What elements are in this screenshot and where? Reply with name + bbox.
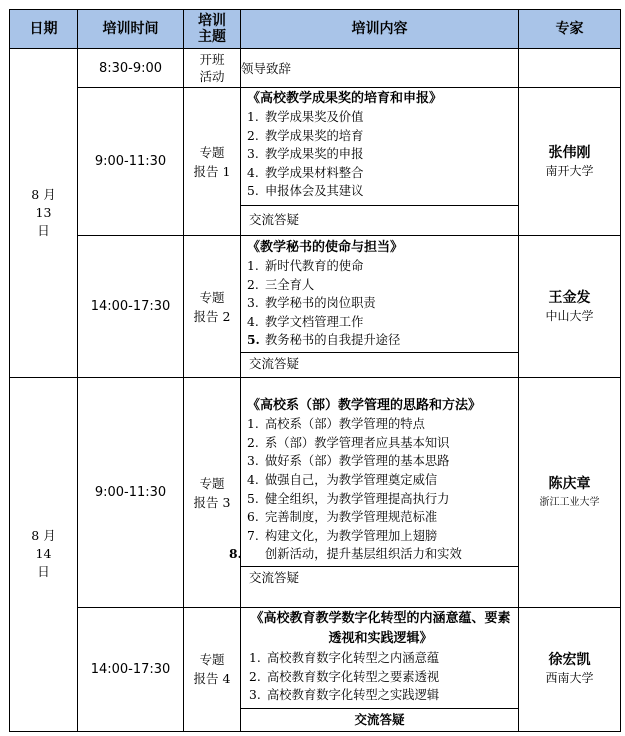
date-label: 8 月 14 日 (31, 528, 56, 580)
date-cell-day1 (10, 49, 78, 378)
list-item: 2. 高校教育数字化转型之要素透视 (249, 669, 440, 684)
session-1-content (241, 89, 518, 234)
session-title: 《教学秘书的使命与担当》 (247, 240, 404, 256)
expert-cell (519, 88, 621, 236)
time-cell: 8:30-9:00 (78, 49, 184, 88)
expert-org: 南开大学 (545, 163, 594, 178)
time-cell: 9:00-11:30 (78, 88, 184, 236)
header-expert: 专家 (519, 10, 621, 49)
topic-cell: 专题 报告 3 (184, 378, 241, 608)
time-cell: 14:00-17:30 (78, 236, 184, 378)
header-topic: 培训 主题 (184, 10, 241, 49)
list-item: 1. 高校教育数字化转型之内涵意蕴 (249, 651, 440, 665)
qa-label: 交流答疑 (241, 352, 518, 375)
expert-cell-empty (519, 49, 621, 88)
time-cell: 14:00-17:30 (78, 608, 184, 732)
expert-name: 张伟刚 (548, 144, 591, 161)
list-item: 3. 教学秘书的岗位职责 (247, 296, 376, 311)
expert-name: 王金发 (548, 289, 591, 306)
session-items (241, 108, 518, 201)
list-item: 3. 高校教育数字化转型之实践逻辑 (249, 688, 440, 703)
content-cell (241, 88, 519, 236)
list-item: 1. 高校系（部）教学管理的特点 (247, 417, 425, 432)
content-cell (229, 378, 519, 608)
content-cell: 领导致辞 (241, 49, 519, 88)
list-item: 2. 教学成果奖的培育 (247, 128, 364, 143)
expert-name: 陈庆章 (548, 475, 591, 492)
expert-org: 浙江工业大学 (539, 496, 600, 508)
table-row-session-1 (10, 88, 621, 236)
session-3-content (229, 396, 518, 589)
date-cell-day2 (10, 378, 78, 732)
table-row-session-4 (10, 608, 621, 732)
list-item: 2. 三全育人 (247, 277, 315, 292)
session-title: 《高校教学成果奖的培育和申报》 (247, 91, 443, 107)
topic-cell: 专题 报告 4 (184, 608, 241, 732)
header-date: 日期 (10, 10, 78, 49)
list-item: 1. 教学成果奖及价值 (247, 110, 364, 125)
schedule-table (9, 9, 621, 732)
list-item: 5. 教务秘书的自我提升途径 (247, 332, 401, 348)
list-item: 2. 系（部）教学管理者应具基本知识 (247, 435, 450, 450)
session-items (241, 257, 518, 350)
list-item: 4. 做强自己，为教学管理奠定威信 (247, 472, 438, 487)
list-item: 6. 完善制度，为教学管理规范标准 (247, 510, 438, 525)
list-item: 1. 新时代教育的使命 (247, 259, 364, 274)
expert-cell (519, 378, 621, 608)
session-4-content (241, 608, 518, 731)
expert-org: 中山大学 (545, 308, 594, 323)
header-time: 培训时间 (78, 10, 184, 49)
table-row-session-2 (10, 236, 621, 378)
content-cell (241, 236, 519, 378)
qa-label: 交流答疑 (241, 708, 518, 731)
list-item: 5. 健全组织，为教学管理提高执行力 (247, 491, 450, 506)
date-label: 8 月 13 日 (31, 187, 56, 238)
qa-label: 交流答疑 (241, 205, 518, 234)
expert-cell (519, 236, 621, 378)
list-item: 3. 教学成果奖的申报 (247, 147, 364, 162)
header-content: 培训内容 (241, 10, 519, 49)
list-item: 4. 教学成果材料整合 (247, 165, 364, 180)
list-item: 5. 申报体会及其建议 (247, 184, 364, 199)
expert-cell (519, 608, 621, 732)
session-2-content (241, 238, 518, 375)
list-item: 8. 创新活动，提升基层组织活力和实效 (229, 546, 462, 562)
topic-cell: 专题 报告 2 (184, 236, 241, 378)
session-items (229, 415, 518, 564)
table-row-opening (10, 49, 621, 88)
topic-cell: 开班 活动 (184, 49, 241, 88)
qa-label: 交流答疑 (241, 566, 518, 589)
session-items (241, 649, 518, 705)
list-item: 7. 构建文化，为教学管理加上翅膀 (247, 528, 438, 543)
list-item: 4. 教学文档管理工作 (247, 314, 364, 329)
session-title: 《高校教育教学数字化转型的内涵意蕴、要素透视和实践逻辑》 (250, 611, 511, 646)
list-item: 3. 做好系（部）教学管理的基本思路 (247, 454, 450, 469)
content-cell (241, 608, 519, 732)
topic-cell: 专题 报告 1 (184, 88, 241, 236)
session-title: 《高校系（部）教学管理的思路和方法》 (247, 398, 482, 414)
expert-name: 徐宏凯 (548, 652, 591, 669)
time-cell: 9:00-11:30 (78, 378, 184, 608)
header-row (10, 10, 621, 49)
expert-org: 西南大学 (545, 671, 594, 686)
table-row-session-3 (10, 378, 621, 608)
